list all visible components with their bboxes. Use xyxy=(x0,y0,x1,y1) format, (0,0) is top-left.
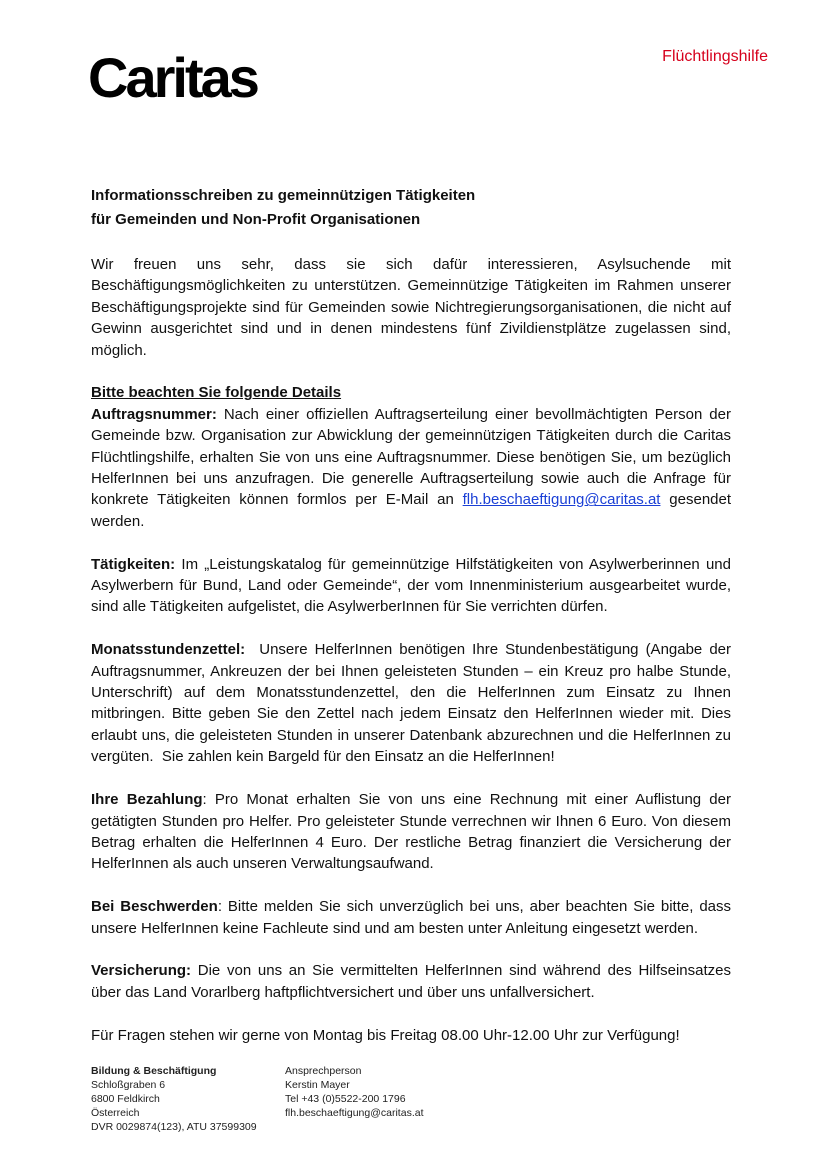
department-label: Flüchtlingshilfe xyxy=(662,48,768,65)
details-heading: Bitte beachten Sie folgende Details xyxy=(91,384,342,402)
auftrag-text-after: gesendet werden. xyxy=(91,491,732,530)
closing-paragraph: Für Fragen stehen wir gerne von Montag bis Freitag 08.00 Uhr-12.00 Uhr zur Verfügung! xyxy=(91,1026,680,1044)
versicherung-label: Versicherung: xyxy=(91,962,192,980)
email-link[interactable]: flh.beschaeftigung@caritas.at xyxy=(462,491,661,509)
document-body xyxy=(91,254,736,1067)
footer-contact-name: Kerstin Mayer xyxy=(285,1079,350,1091)
monatsstunden-label: Monatsstundenzettel: xyxy=(91,641,246,659)
document-title xyxy=(91,184,751,232)
intro-paragraph: Wir freuen uns sehr, dass sie sich dafür interessieren, Asylsuchende mit Beschäftigungsmöglichkeiten zu unterstützen. Gemeinnützige Tätigkeiten im Rahmen unserer Beschäftigungsprojekte sind für Gemeinden sowie Nichtregierungsorganisationen, die nicht auf Gewinn ausgerichtet sind und in denen mindestens fünf Zivildienstplätze zugelassen sind, möglich. xyxy=(91,256,731,359)
taetigkeiten-label: Tätigkeiten: xyxy=(91,555,176,573)
section-versicherung xyxy=(91,960,731,1003)
bezahlung-label: Ihre Bezahlung xyxy=(91,791,203,809)
footer-registration: DVR 0029874(123), ATU 37599309 xyxy=(91,1121,257,1133)
beschwerden-text: : Bitte melden Sie sich unverzüglich bei uns, aber beachten Sie bitte, dass unsere HelferInnen keine Fachleute sind und am besten unter Anleitung eingesetzt werden. xyxy=(91,898,732,937)
footer-country: Österreich xyxy=(91,1107,140,1119)
footer-org-heading: Bildung & Beschäftigung xyxy=(91,1065,217,1077)
monatsstunden-text: Unsere HelferInnen benötigen Ihre Stundenbestätigung (Angabe der Auftragsnummer, Ankreuzen der bei Ihnen geleisteten Stunden – ein Kreuz pro halbe Stunde, Unterschrift) auf dem Monatsstundenzettel, den die HelferInnen zum Einsatz zu Ihnen mitbringen. Bitte geben Sie den Zettel nach jedem Einsatz den HelferInnen wieder mit. Dies erlaubt uns, die geleisteten Stunden in unserer Datenbank abzurechnen und die HelferInnen zu vergüten. Sie zahlen kein Bargeld für den Einsatz an die HelferInnen! xyxy=(91,641,736,766)
bezahlung-text: : Pro Monat erhalten Sie von uns eine Rechnung mit einer Auflistung der getätigten Stunden pro Helfer. Pro geleisteter Stunde verrechnen wir Ihnen 6 Euro. Von diesem Betrag erhalten die HelferInnen 4 Euro. Der restliche Betrag finanziert die Versicherung der HelferInnen als auch unseren Verwaltungsaufwand. xyxy=(91,791,731,873)
beschwerden-label: Bei Beschwerden xyxy=(91,898,218,916)
footer-street: Schloßgraben 6 xyxy=(91,1079,166,1091)
section-bezahlung xyxy=(91,789,731,875)
versicherung-text: Die von uns an Sie vermittelten HelferInnen sind während des Hilfseinsatzes über das Land Vorarlberg haftpflichtversichert und über uns unfallversichert. xyxy=(91,962,731,1001)
footer-city: 6800 Feldkirch xyxy=(91,1093,160,1105)
taetigkeiten-text: Im „Leistungskatalog für gemeinnützige Hilfstätigkeiten von Asylwerberinnen und Asylwerbern für Bund, Land oder Gemeinde“, der vom Innenministerium ausgearbeitet wurde, sind alle Tätigkeiten aufgelistet, die AsylwerberInnen für Sie verrichten dürfen. xyxy=(91,555,731,616)
title-line-2: für Gemeinden und Non-Profit Organisationen xyxy=(91,211,421,228)
footer-contact-email: flh.beschaeftigung@caritas.at xyxy=(285,1107,424,1119)
section-taetigkeiten xyxy=(91,554,731,618)
auftrag-label: Auftragsnummer: xyxy=(91,405,217,423)
footer-contact-phone: Tel +43 (0)5522-200 1796 xyxy=(285,1093,406,1105)
section-auftragsnummer xyxy=(91,382,731,532)
title-line-1: Informationsschreiben zu gemeinnützigen Tätigkeiten xyxy=(91,187,476,204)
caritas-logo: Caritas xyxy=(88,46,257,109)
footer-address xyxy=(91,1064,257,1134)
footer-contact xyxy=(285,1064,424,1120)
section-monatsstundenzettel xyxy=(91,639,736,767)
section-beschwerden xyxy=(91,896,731,939)
footer-contact-heading: Ansprechperson xyxy=(285,1065,362,1077)
auftrag-text: Nach einer offiziellen Auftragserteilung einer bevollmächtigten Person der Gemeinde bzw. Organisation zur Abwicklung der gemeinnützigen Tätigkeiten durch die Caritas Flüchtlingshilfe, erhalten Sie von uns eine Auftragsnummer. Diese benötigen Sie, um bezüglich HelferInnen bei uns anzufragen. Die generelle Auftragserteilung sowie auch die Anfrage für konkrete Tätigkeiten können formlos per E-Mail an xyxy=(91,405,731,509)
